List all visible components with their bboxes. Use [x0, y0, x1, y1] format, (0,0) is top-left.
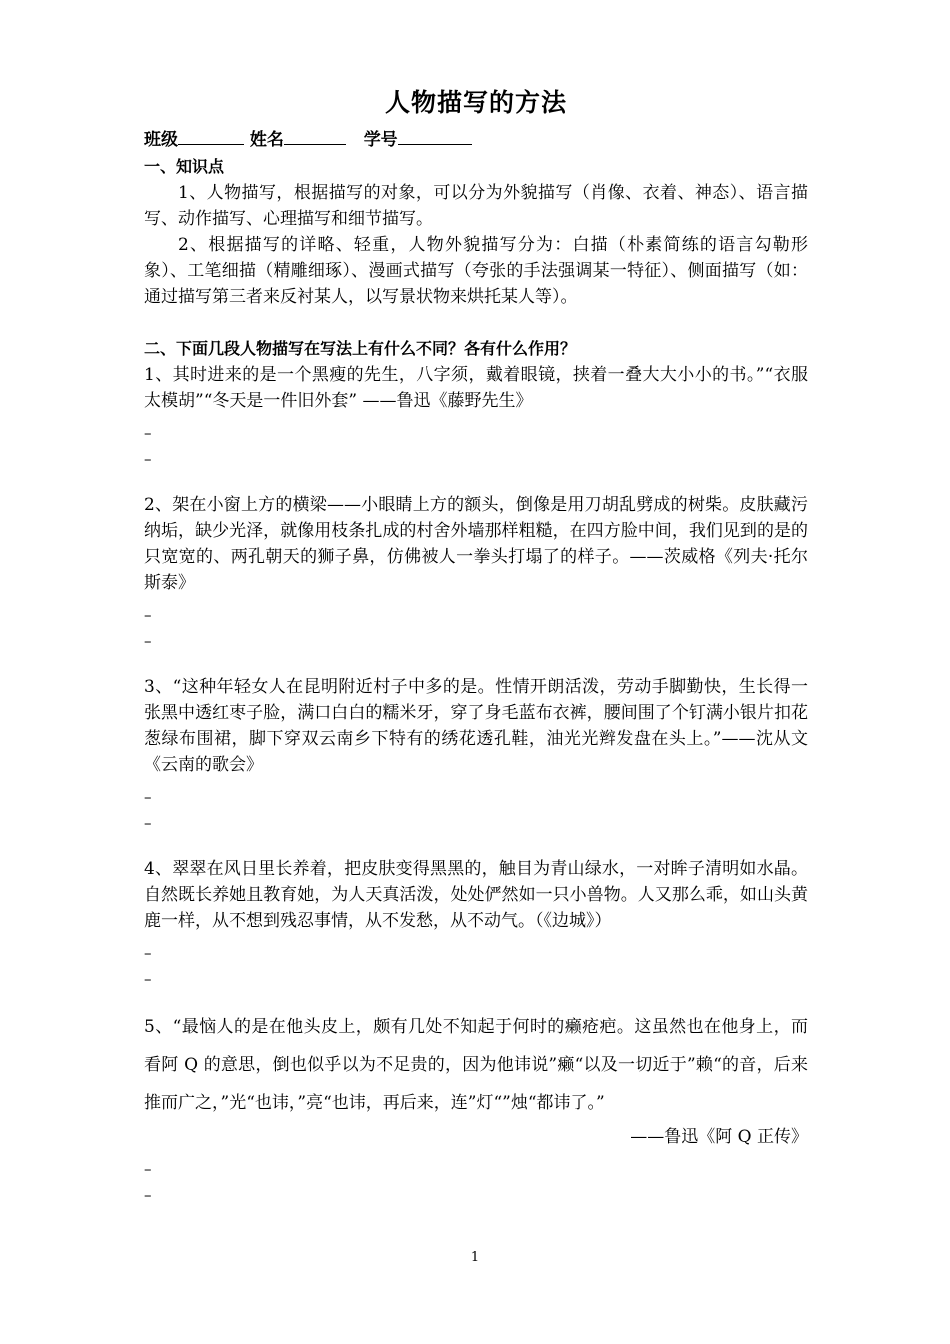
passage-2: 2、架在小窗上方的横梁——小眼睛上方的额头，倒像是用刀胡乱劈成的树柴。皮肤藏污纳垢，缺少光泽，就像用枝条扎成的村舍外墙那样粗糙，在四方脸中间，我们见到的是的只宽宽的、两孔朝天的狮子鼻，仿佛被人一拳头打塌了的样子。——茨威格《列夫·托尔斯泰》 — [144, 495, 808, 593]
answer-line[interactable]: – — [144, 424, 152, 442]
answer-line[interactable]: – — [144, 450, 152, 468]
knowledge-paragraph-2: 2、根据描写的详略、轻重，人物外貌描写分为：白描（朴素简练的语言勾勒形象）、工笔细描（精雕细琢）、漫画式描写（夸张的手法强调某一特征）、侧面描写（如：通过描写第三者来反衬某人，以写景状物来烘托某人等）。 — [144, 235, 808, 307]
answer-line[interactable]: – — [144, 632, 152, 650]
class-blank[interactable] — [178, 127, 244, 145]
answer-line[interactable]: – — [144, 606, 152, 624]
answer-line[interactable]: – — [144, 944, 152, 962]
name-blank[interactable] — [284, 127, 346, 145]
student-info-line — [144, 126, 808, 154]
document-page — [144, 80, 808, 1208]
answer-line[interactable]: – — [144, 814, 152, 832]
answer-line[interactable]: – — [144, 970, 152, 988]
page-title: 人物描写的方法 — [384, 88, 567, 117]
page-number: 1 — [470, 1250, 480, 1265]
answer-line[interactable]: – — [144, 1160, 152, 1178]
knowledge-paragraph-1: 1、人物描写，根据描写的对象，可以分为外貌描写（肖像、衣着、神态）、语言描写、动作描写、心理描写和细节描写。 — [144, 183, 808, 229]
section-questions-heading: 二、下面几段人物描写在写法上有什么不同？各有什么作用？ — [144, 339, 577, 358]
number-blank[interactable] — [398, 127, 472, 145]
name-label: 姓名 — [249, 130, 284, 150]
passage-1: 1、其时进来的是一个黑瘦的先生，八字须，戴着眼镜，挟着一叠大大小小的书。”“衣服太模胡”“冬天是一件旧外套” ——鲁迅《藤野先生》 — [144, 365, 808, 411]
class-label: 班级 — [144, 130, 178, 150]
passage-4: 4、翠翠在风日里长养着，把皮肤变得黑黑的，触目为青山绿水，一对眸子清明如水晶。自然既长养她且教育她，为人天真活泼，处处俨然如一只小兽物。人又那么乖，如山头黄鹿一样，从不想到残忍事情，从不发愁，从不动气。（《边城》） — [144, 859, 808, 931]
passage-3: 3、“这种年轻女人在昆明附近村子中多的是。性情开朗活泼，劳动手脚勤快，生长得一张黑中透红枣子脸，满口白白的糯米牙，穿了身毛蓝布衣裤，腰间围了个钉满小银片扣花葱绿布围裙，脚下穿双云南乡下特有的绣花透孔鞋，油光光辫发盘在头上。”——沈从文《云南的歌会》 — [144, 677, 808, 775]
answer-line[interactable]: – — [144, 788, 152, 806]
section-knowledge-heading: 一、知识点 — [144, 157, 225, 176]
passage-5: 5、“最恼人的是在他头皮上，颇有几处不知起于何时的癞疮疤。这虽然也在他身上，而看阿 Q 的意思，倒也似乎以为不足贵的，因为他讳说”癞“以及一切近于”赖“的音，后来推而广之，”光“也讳，”亮“也讳，再后来，连”灯“”烛“都讳了。” — [144, 1017, 808, 1113]
passage-5-attribution: ——鲁迅《阿 Q 正传》 — [630, 1127, 808, 1147]
number-label: 学号 — [363, 130, 398, 150]
answer-line[interactable]: – — [144, 1186, 152, 1204]
